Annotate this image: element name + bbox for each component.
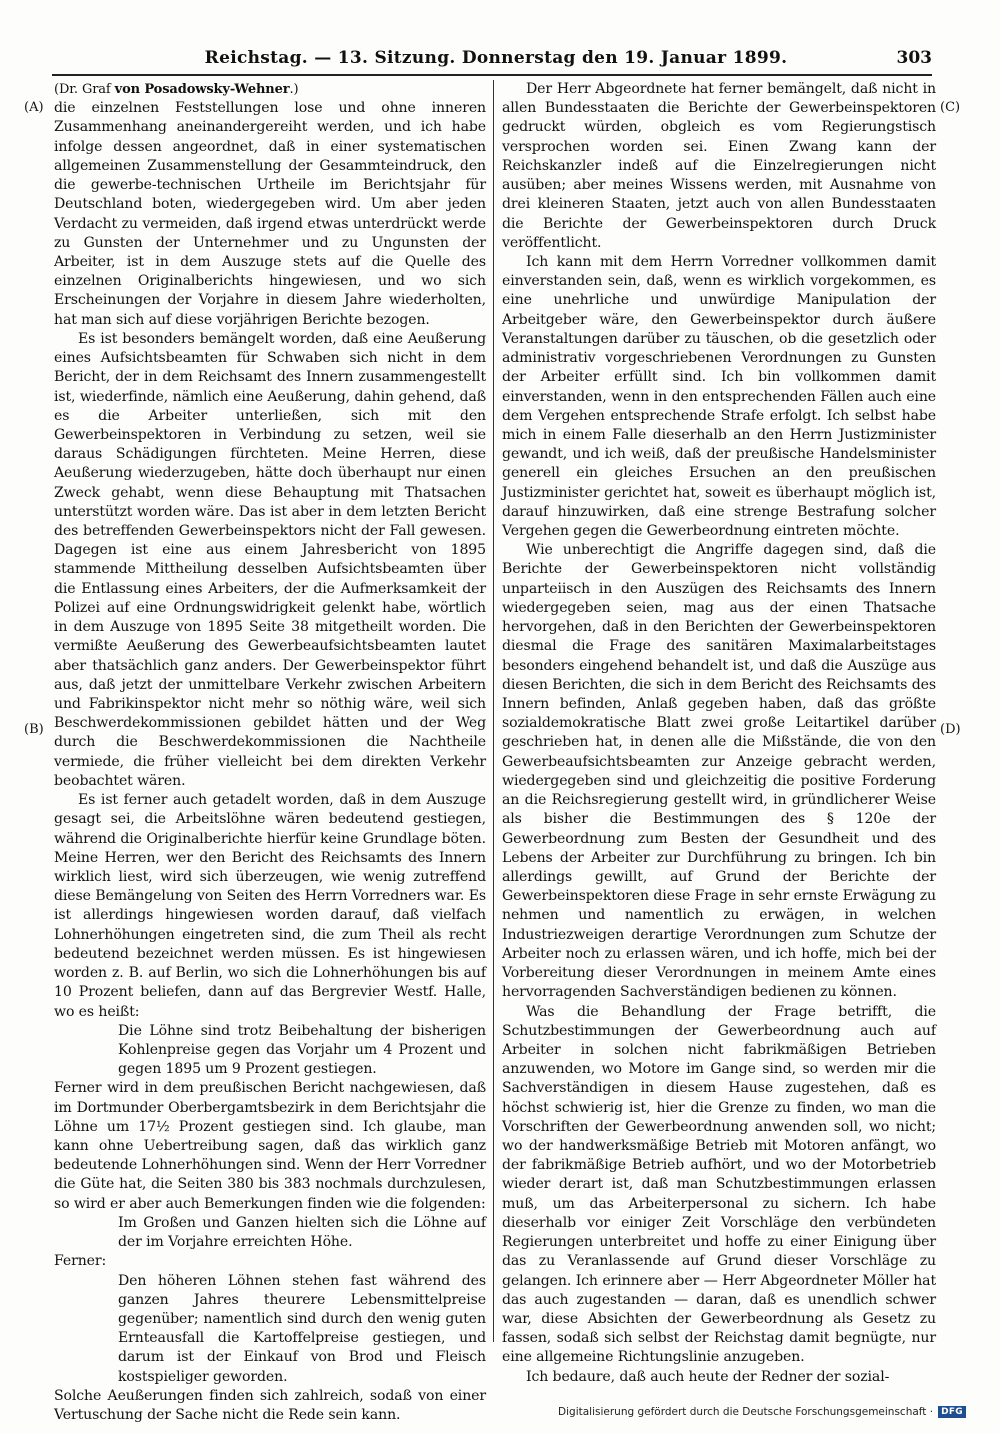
paragraph: Es ist ferner auch getadelt worden, daß in dem Auszuge gesagt sei, die Arbeitslöhne wären bedeutend gestiegen, während die Originalberichte hierfür keine Grundlage böten. Meine Herren, wer den Bericht des Reichsamts des Innern wirklich liest, wird sich überzeugen, wie wenig zutreffend diese Bemängelung von Seiten des Herrn Vorredners war. Es ist allerdings hingewiesen worden darauf, daß vielfach Lohnerhöhungen eingetreten sind, die zum Theil als recht bedeutend bezeichnet werden müssen. Es ist hingewiesen worden z. B. auf Berlin, wo sich die Lohnerhöhungen bis auf 10 Prozent beliefen, dann auf das Bergrevier Westf. Halle, wo es heißt:	[54, 792, 486, 1020]
speaker-name: von Posadowsky-Wehner	[114, 82, 290, 97]
left-column	[54, 80, 486, 1424]
paragraph: Was die Behandlung der Frage betrifft, die Schutzbestimmungen der Gewerbeordnung auch auf Arbeiter in solchen nicht fabrikmäßigen Betrieben anzuwenden, wo Motore im Gange sind, so werden mir die Sachverständigen in diesem Hause zugestehen, daß es höchst schwierig ist, hier die Grenze zu finden, wo man die Vorschriften der Gewerbeordnung anwenden soll, wo nicht; wo der handwerksmäßige Betrieb mit Motoren anfängt, wo der fabrikmäßige Betrieb aufhört, und wo der Motorbetrieb wieder derart ist, daß man Schutzbestimmungen erlassen muß, um das Arbeiterpersonal zu sichern. Ich habe dieserhalb vor einiger Zeit Vorschläge den verbündeten Regierungen unterbreitet und hoffe zu einer Einigung über das zu Veranlassende auf Grund dieser Vorschläge zu gelangen. Ich erinnere aber — Herr Abgeordneter Möller hat das auch zugestanden — daran, daß es unendlich schwer war, diese Absichten der Gewerbeordnung als Gesetz zu fassen, sodaß sich selbst der Reichstag damit begnügte, nur eine allgemeine Richtungslinie anzugeben.	[502, 1003, 936, 1366]
block-quote: Im Großen und Ganzen hielten sich die Löhne auf der im Vorjahre erreichten Höhe.	[118, 1214, 486, 1251]
column-divider	[493, 80, 494, 1342]
paragraph: Wie unberechtigt die Angriffe dagegen sind, daß die Berichte der Gewerbeinspektoren nicht vollständig unparteiisch in den Auszügen des Reichsamts des Innern wiedergegeben seien, mag aus der einen Thatsache hervorgehen, daß in den Berichten der Gewerbeinspektoren diesmal die Frage des sanitären Maximalarbeitstages besonders eingehend behandelt ist, und daß die Auszüge aus diesen Berichten, die sich in dem Bericht des Reichsamts des Innern befinden, Anlaß gegeben haben, daß das größte sozialdemokratische Blatt zwei große Leitartikel darüber geschrieben hat, in denen alle die Mißstände, die von den Gewerbeaufsichtsbeamten zur Anzeige gebracht werden, wiedergegeben sind und gleichzeitig die positive Forderung an die Reichsregierung gestellt wird, in gründlicherer Weise als bisher die Bestimmungen des § 120e der Gewerbeordnung zum Besten der Gesundheit und des Lebens der Arbeiter zur Durchführung zu bringen. Ich bin allerdings gewillt, auf Grund der Berichte der Gewerbeinspektoren diese Frage in sehr ernste Erwägung zu nehmen und namentlich zu erwägen, in welchen Industriezweigen derartige Verordnungen zum Schutze der Arbeiter noch zu erlassen wären, und ich hoffe, mich bei der Vorbereitung dieser Verordnungen in meinem Amte eines hervorragenden Sachverständigen bedienen zu können.	[502, 542, 936, 1001]
speaker-suffix: .)	[289, 82, 299, 97]
speaker-prefix: (Dr. Graf	[54, 82, 115, 97]
margin-marker-d: (D)	[940, 722, 961, 737]
paragraph: Es ist besonders bemängelt worden, daß eine Aeußerung eines Aufsichtsbeamten für Schwaben sich nicht in dem Bericht, der in dem Reichsamt des Innern zusammengestellt ist, wiederfinde, nämlich eine Aeußerung, dahin gehend, daß es die Arbeiter unterließen, sich mit den Gewerbeinspektoren in Verbindung zu setzen, weil sie daraus Schädigungen fürchteten. Meine Herren, diese Aeußerung wiederzugeben, hätte doch überhaupt nur einen Zweck gehabt, wenn diese Behauptung mit Thatsachen unterstützt worden wäre. Das ist aber in dem letzten Bericht des betreffenden Gewerbeinspektors nicht der Fall gewesen. Dagegen ist eine aus einem Jahresbericht von 1895 stammende Mittheilung desselben Aufsichtsbeamten über die Entlassung eines Arbeiters, der die Aufmerksamkeit der Polizei auf eine Ordnungswidrigkeit gelenkt habe, wörtlich in dem Auszuge von 1895 Seite 38 mitgetheilt worden. Die vermißte Aeußerung des Gewerbeaufsichtsbeamten lautet aber thatsächlich ganz anders. Der Gewerbeinspektor führt aus, daß jetzt der unmittelbare Verkehr zwischen Arbeitern und Fabrikinspektor nicht mehr so nöthig wäre, weil sich Beschwerdekommissionen gebildet hätten und der Weg durch die Beschwerdekommissionen die Nachtheile vermiede, die früher vielleicht bei dem direkten Verkehr beobachtet wären.	[54, 330, 486, 789]
right-column	[502, 80, 936, 1390]
paragraph: Ferner wird in dem preußischen Bericht nachgewiesen, daß im Dortmunder Oberbergamtsbezirk in dem Berichtsjahr die Löhne um 17½ Prozent gestiegen sind. Ich glaube, man kann ohne Uebertreibung sagen, daß das wirklich ganz bedeutende Lohnerhöhungen sind. Wenn der Herr Vorredner die Güte hat, die Seiten 380 bis 383 nochmals durchzulesen, so wird er aber auch Bemerkungen finden wie die folgenden:	[54, 1080, 486, 1212]
margin-marker-c: (C)	[940, 100, 961, 115]
header-rule	[52, 74, 932, 76]
margin-marker-a: (A)	[24, 100, 44, 115]
block-quote: Den höheren Löhnen stehen fast während des ganzen Jahres theurere Lebensmittelpreise gegenüber; namentlich sind durch den wenig guten Ernteausfall die Kartoffelpreise gestiegen, und darum ist der Einkauf von Brod und Fleisch kostspieliger geworden.	[118, 1272, 486, 1385]
page-header	[60, 48, 932, 72]
dfg-logo-icon: DFG	[938, 1406, 966, 1418]
speaker-line	[54, 80, 486, 99]
block-quote: Die Löhne sind trotz Beibehaltung der bisherigen Kohlenpreise gegen das Vorjahr um 4 Prozent und gegen 1895 um 9 Prozent gestiegen.	[118, 1022, 486, 1078]
paragraph: Solche Aeußerungen finden sich zahlreich, sodaß von einer Vertuschung der Sache nicht die Rede sein kann.	[54, 1387, 486, 1424]
paragraph: die einzelnen Feststellungen lose und ohne inneren Zusammenhang aneinandergereiht werden, und ich habe infolge dessen angeordnet, daß in einer systematischen allgemeinen Zusammenstellung der Gesammteindruck, den die gewerbe-technischen Urtheile im Berichtsjahr für Deutschland boten, wiedergegeben wird. Um aber jeden Verdacht zu vermeiden, daß irgend etwas unterdrückt werde zu Gunsten der Unternehmer und zu Ungunsten der Arbeiter, ist in dem Auszuge stets auf die Quelle des einzelnen Originalberichts hingewiesen, und wo sich Erscheinungen der Vorjahre in diesem Jahre wiederholten, hat man sich auf diese vorjährigen Berichte bezogen.	[54, 100, 486, 328]
running-title: Reichstag. — 13. Sitzung. Donnerstag den 19. Januar 1899.	[204, 48, 788, 68]
ferner-label: Ferner:	[54, 1253, 107, 1270]
digitization-footer	[558, 1406, 966, 1418]
paragraph: Ich bedaure, daß auch heute der Redner der sozial-	[526, 1368, 890, 1385]
paragraph: Ich kann mit dem Herrn Vorredner vollkommen damit einverstanden sein, daß, wenn es wirklich vorgekommen, es eine unehrliche und unwürdige Manipulation der Arbeitgeber wäre, den Gewerbeinspektor durch äußere Veranstaltungen darüber zu täuschen, ob die gesetzlich oder administrativ vorgeschriebenen Verordnungen zu Gunsten der Arbeiter erfüllt sind. Ich bin vollkommen damit einverstanden, wenn in den entsprechenden Fällen auch eine dem Vergehen entsprechende Strafe erfolgt. Ich selbst habe mich in einem Falle dieserhalb an den Herrn Justizminister gewandt, und ich weiß, daß der preußische Handelsminister generell ein gleiches Ersuchen an den preußischen Justizminister gerichtet hat, soweit es überhaupt möglich ist, darauf hinzuwirken, daß eine strenge Bestrafung solcher Vergehen gegen die Gewerbeordnung eintreten möchte.	[502, 253, 936, 540]
paragraph: Der Herr Abgeordnete hat ferner bemängelt, daß nicht in allen Bundesstaaten die Berichte der Gewerbeinspektoren gedruckt würden, obgleich es vom Regierungstisch versprochen worden sei. Einen Zwang kann der Reichskanzler indeß auf die Einzelregierungen nicht ausüben; aber meines Wissens werden, mit Ausnahme von drei kleineren Staaten, jetzt auch von allen Bundesstaaten die Berichte der Gewerbeinspektoren durch Druck veröffentlicht.	[502, 81, 936, 251]
page-number: 303	[896, 48, 932, 68]
margin-marker-b: (B)	[24, 722, 44, 737]
footer-text: Digitalisierung gefördert durch die Deutsche Forschungsgemeinschaft ·	[558, 1406, 934, 1418]
